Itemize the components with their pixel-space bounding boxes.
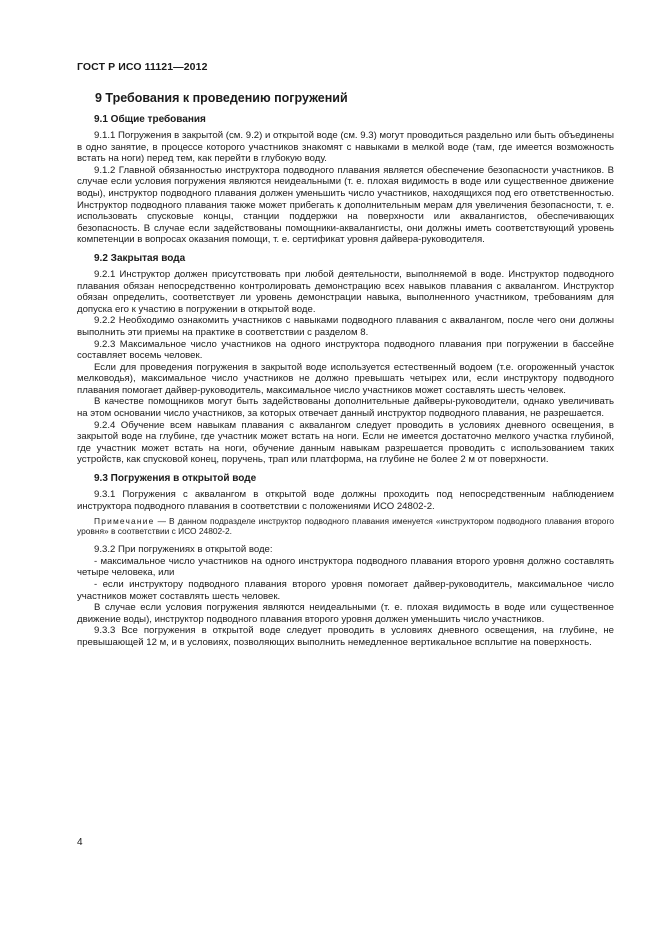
paragraph-9-3-1: 9.3.1 Погружения с аквалангом в открытой воде должны проходить под непосредственным наблюдением инструктора подводного плавания в соответствии с положениями ИСО 24802-2. [77, 489, 614, 512]
document-body [77, 91, 614, 649]
list-item-max-four: - максимальное число участников на одного инструктора подводного плавания второго уровня должно составлять четыре человека, или [77, 555, 614, 579]
section-9-1-title: 9.1 Общие требования [94, 114, 206, 125]
section-9-2-title: 9.2 Закрытая вода [94, 252, 186, 264]
paragraph-9-3-2-conditions: В случае если условия погружения являются неидеальными (т. е. плохая видимость в воде или существенное движение воды), инструктор подводного плавания второго уровня должен уменьшить число участников. [77, 602, 614, 625]
paragraph-9-2-4: 9.2.4 Обучение всем навыкам плавания с аквалангом следует проводить в условиях дневного освещения, в закрытой воде на глубине, где участник может встать на ноги. Если не имеется достаточно мелкого участка глубиной, где участник может встать на ноги, обучение данным навыкам разрешается проводить с использованием таких устройств, как спусковой конец, поручень, трап или платформа, на глубине не более 2 м от поверхности. [77, 419, 614, 466]
paragraph-9-1-1: 9.1.1 Погружения в закрытой (см. 9.2) и открытой воде (см. 9.3) могут проводиться раздельно или быть объединены в одно занятие, в процессе которого участников знакомят с навыками в мелкой воде (там, где имеется возможность встать на ноги) перед тем, как перейти в глубокую воду. [77, 130, 614, 165]
section-9-3-title: 9.3 Погружения в открытой воде [94, 473, 257, 485]
paragraph-9-3-3: 9.3.3 Все погружения в открытой воде следует проводить в условиях дневного освещения, на глубине, не превышающей 12 м, и в условиях, позволяющих выполнить немедленное вертикальное всплытие на поверхность. [77, 625, 614, 648]
paragraph-9-2-3: 9.2.3 Максимальное число участников на одного инструктора подводного плавания при погружении в бассейне составляет восемь человек. [77, 338, 614, 362]
note-label: Примечание [94, 516, 155, 527]
paragraph-9-2-1: 9.2.1 Инструктор должен присутствовать при любой деятельности, выполняемой в воде. Инструктор подводного плавания обязан непосредственно контролировать демонстрацию всех навыков плавания с аквалангом. Инструктор обязан определить, соответствует ли уровень демонстрации навыка, выполненного участником, требованиям для допуска его к участию в погружении в открытой воде. [77, 268, 614, 315]
page-number: 4 [77, 837, 83, 848]
note [77, 516, 614, 536]
paragraph-9-2-3-natural: Если для проведения погружения в закрытой воде используется естественный водоем (т.е. огороженный участок мелководья), максимальное число участников не должно превышать четырех или, если инструктору подводного плавания помогает дайвер-руководитель, максимальное число участников может составлять шесть человек. [77, 361, 614, 396]
paragraph-9-3-2: 9.3.2 При погружениях в открытой воде: [94, 544, 273, 556]
paragraph-9-2-3-helpers: В качестве помощников могут быть задействованы дополнительные дайверы-руководители, однако увеличивать на этом основании число участников, за которых отвечает данный инструктор подводного плавания, не разрешается. [77, 396, 614, 420]
note-text: — В данном подразделе инструктор подводного плавания именуется «инструктором подводного плавания второго уровня» в соответствии с ИСО 24802-2. [77, 516, 614, 537]
paragraph-9-2-2: 9.2.2 Необходимо ознакомить участников с навыками подводного плавания с аквалангом, после чего они должны выполнить эти приемы на практике в соответствии с разделом 8. [77, 315, 614, 338]
list-item-max-six: - если инструктору подводного плавания второго уровня помогает дайвер-руководитель, максимальное число участников может составлять шесть человек. [77, 579, 614, 602]
section-9-title: 9 Требования к проведению погружений [95, 91, 348, 105]
document-header: ГОСТ Р ИСО 11121—2012 [77, 61, 208, 73]
paragraph-9-1-2: 9.1.2 Главной обязанностью инструктора подводного плавания является обеспечение безопасности участников. В случае если условия погружения являются неидеальными (т. е. плохая видимость в воде или существенное движение воды), инструктор подводного плавания должен уменьшить число участников, находящихся под его ответственностью. Инструктор подводного плавания также может прибегать к дополнительным мерам для увеличения безопасности, т. е. использовать спусковые концы, станции поддержки на поверхности или аквалангистов, обеспечивающих безопасность. В случае если задействованы помощники-аквалангисты, они должны иметь соответствующий уровень компетенции в вопросах оказания помощи, т. е. сертификат уровня дайвера-руководителя. [77, 164, 614, 246]
